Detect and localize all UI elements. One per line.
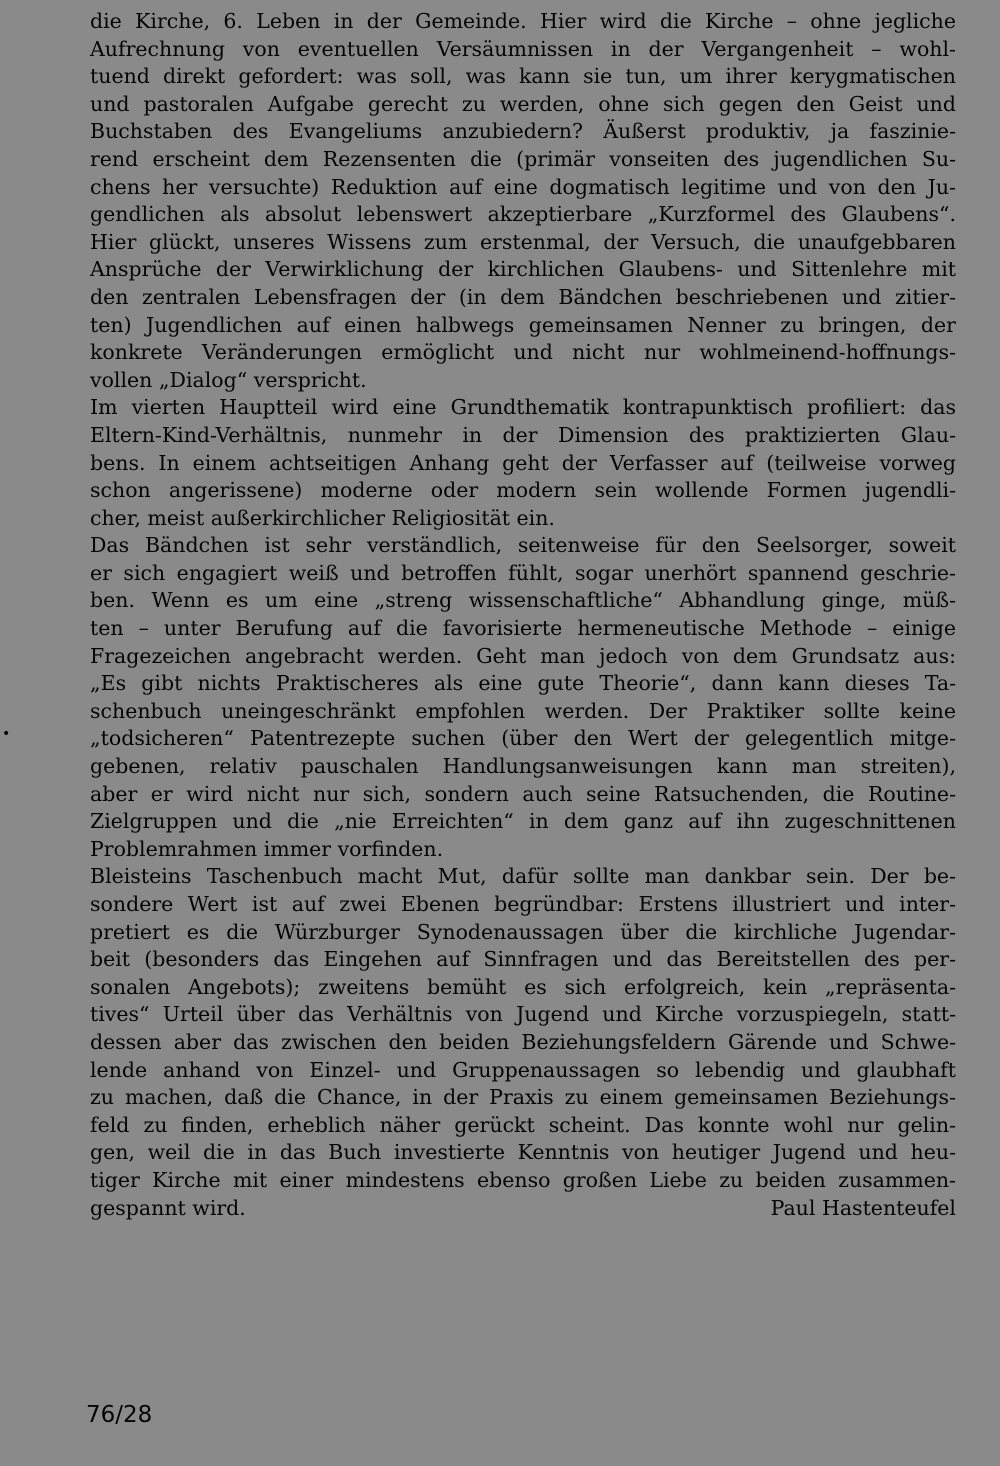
text-line: dessen aber das zwischen den beiden Beziehungsfeldern Gärende und Schwe- (90, 1029, 956, 1054)
text-line: Fragezeichen angebracht werden. Geht man jedoch von dem Grundsatz aus: (90, 643, 956, 668)
text-line: „Es gibt nichts Praktischeres als eine gute Theorie“, dann kann dieses Ta- (90, 671, 956, 696)
text-line: Im vierten Hauptteil wird eine Grundthematik kontrapunktisch profiliert: das (90, 395, 956, 420)
text-line: gen, weil die in das Buch investierte Kenntnis von heutiger Jugend und heu- (90, 1140, 956, 1165)
text-line: sonalen Angebots); zweitens bemüht es sich erfolgreich, kein „repräsenta- (90, 974, 956, 999)
text-line: Ansprüche der Verwirklichung der kirchlichen Glaubens- und Sittenlehre mit (90, 257, 956, 282)
text-line: aber er wird nicht nur sich, sondern auch seine Ratsuchenden, die Routine- (90, 781, 956, 806)
text-line: Hier glückt, unseres Wissens zum erstenmal, der Versuch, die unaufgebbaren (90, 229, 956, 254)
text-line: gebenen, relativ pauschalen Handlungsanweisungen kann man streiten), (90, 754, 956, 779)
text-line: „todsicheren“ Patentrezepte suchen (über den Wert der gelegentlich mitge- (90, 726, 956, 751)
text-line: ten – unter Berufung auf die favorisierte hermeneutische Methode – einige (90, 616, 956, 641)
text-line: gendlichen als absolut lebenswert akzeptierbare „Kurzformel des Glaubens“. (90, 202, 956, 227)
text-line: beit (besonders das Eingehen auf Sinnfragen und das Bereitstellen des per- (90, 947, 956, 972)
text-line: sondere Wert ist auf zwei Ebenen begründbar: Erstens illustriert und inter- (90, 892, 956, 916)
text-line: gespannt wird. (90, 1195, 246, 1220)
text-line: Bleisteins Taschenbuch macht Mut, dafür sollte man dankbar sein. Der be- (90, 864, 956, 889)
text-line: cher, meist außerkirchlicher Religiosität ein. (90, 505, 555, 530)
text-line: vollen „Dialog“ verspricht. (90, 367, 367, 392)
text-line: tives“ Urteil über das Verhältnis von Jugend und Kirche vorzuspiegeln, statt- (90, 1002, 956, 1027)
text-line: lende anhand von Einzel- und Gruppenaussagen so lebendig und glaubhaft (90, 1057, 956, 1082)
text-line: die Kirche, 6. Leben in der Gemeinde. Hier wird die Kirche – ohne jegliche (90, 9, 956, 33)
text-line: schenbuch uneingeschränkt empfohlen werden. Der Praktiker sollte keine (90, 698, 956, 723)
text-line: bens. In einem achtseitigen Anhang geht der Verfasser auf (teilweise vorweg (90, 450, 956, 475)
page-number: 76/28 (86, 1402, 153, 1428)
final-line (90, 1195, 956, 1223)
text-line: Zielgruppen und die „nie Erreichten“ in dem ganz auf ihn zugeschnittenen (90, 809, 956, 834)
text-line: ten) Jugendlichen auf einen halbwegs gemeinsamen Nenner zu bringen, der (90, 312, 956, 337)
text-line: Aufrechnung von eventuellen Versäumnissen in der Vergangenheit – wohl- (90, 36, 956, 61)
text-line: ben. Wenn es um eine „streng wissenschaftliche“ Abhandlung ginge, müß- (90, 588, 956, 613)
text-line: feld zu finden, erheblich näher gerückt scheint. Das konnte wohl nur gelin- (90, 1112, 956, 1137)
text-line: chens her versuchte) Reduktion auf eine dogmatisch legitime und von den Ju- (90, 174, 956, 199)
text-line: den zentralen Lebensfragen der (in dem Bändchen beschriebenen und zitier- (90, 284, 956, 309)
text-line: konkrete Veränderungen ermöglicht und nicht nur wohlmeinend-hoffnungs- (90, 340, 956, 365)
margin-mark: • (2, 726, 11, 742)
text-line: und pastoralen Aufgabe gerecht zu werden, ohne sich gegen den Geist und (90, 91, 956, 116)
text-line: pretiert es die Würzburger Synodenaussagen über die kirchliche Jugendar- (90, 919, 956, 944)
text-line: zu machen, daß die Chance, in der Praxis zu einem gemeinsamen Beziehungs- (90, 1085, 956, 1110)
text-line: Problemrahmen immer vorfinden. (90, 836, 444, 861)
text-line: tuend direkt gefordert: was soll, was kann sie tun, um ihrer kerygmatischen (90, 64, 956, 89)
review-text (90, 8, 956, 1222)
text-line: Buchstaben des Evangeliums anzubiedern? Äußerst produktiv, ja faszinie- (90, 119, 956, 144)
text-line: schon angerissene) moderne oder modern sein wollende Formen jugendli- (90, 478, 956, 503)
text-line: tiger Kirche mit einer mindestens ebenso großen Liebe zu beiden zusammen- (90, 1167, 956, 1192)
text-line: er sich engagiert weiß und betroffen fühlt, sogar unerhört spannend geschrie- (90, 560, 956, 585)
author-signature: Paul Hastenteufel (770, 1195, 956, 1220)
text-line: Das Bändchen ist sehr verständlich, seitenweise für den Seelsorger, soweit (90, 533, 956, 558)
text-line: rend erscheint dem Rezensenten die (primär vonseiten des jugendlichen Su- (90, 146, 956, 171)
text-line: Eltern-Kind-Verhältnis, nunmehr in der Dimension des praktizierten Glau- (90, 422, 956, 447)
